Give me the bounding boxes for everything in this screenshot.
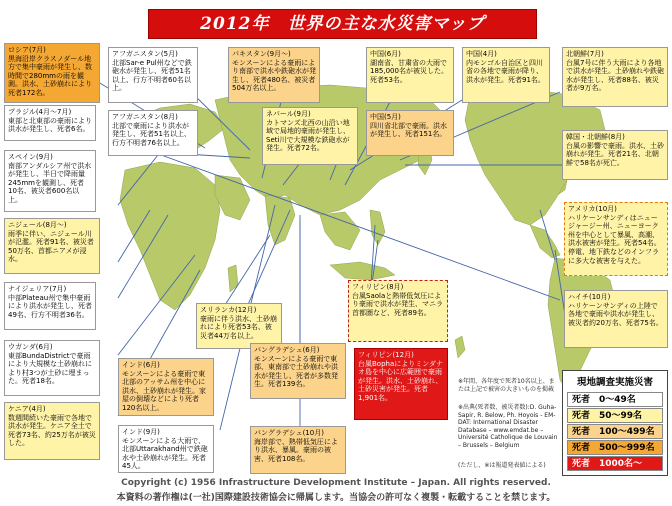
arabia [215, 175, 250, 220]
box-uganda: ウガンダ(6月) 東部BundaDistrictで豪雨により大規模な土砂崩れにより村3つが土砂に埋まった。死者18名。 [4, 340, 100, 396]
legend-row-100-499: 死者 100〜499名 [567, 424, 663, 439]
legend [562, 370, 668, 476]
copyright: Copyright (c) 1956 Infrastructure Development Institute – Japan. All rights reserved. [121, 478, 551, 488]
box-bangladesh-oct: バングラデシュ(10月) 海岸部で、熱帯低気圧により洪水、暴風。豪雨の被害、死者108名。 [250, 426, 346, 474]
box-afghanistan-aug: アフガニスタン(8月) 北部で豪雨により洪水が発生し、死者51名以上、行方不明者76名以上。 [108, 110, 198, 156]
box-china-jun: 中国(6月) 湖南省、甘粛省の大雨で185,000名が被災した。死者53名。 [366, 47, 454, 103]
note-criteria: ※年間、各年度で死者10名以上、または上記で被害の大きいものを掲載 [458, 378, 555, 393]
box-usa-sandy: アメリカ(10月) ハリケーンサンディはニュージャージー州、ニューヨーク州を中心として暴風、高潮、洪水被害が発生。死者54名。停電、地下鉄などのインフラに多大な被害を与えた。 [564, 202, 668, 276]
legend-title: 現地調査実施災害 [576, 377, 653, 388]
new-zealand [455, 336, 465, 358]
legend-row-500-999: 死者 500〜999名 [567, 440, 663, 455]
box-korea-north-korea: 韓国・北朝鮮(8月) 台風の影響で豪雨。洪水、土砂崩れが発生。死者21名、北朝鮮で58名が死亡。 [562, 130, 668, 180]
page-title: 2012年 世界の主な水災害マップ [148, 9, 537, 39]
southeast-asia [320, 212, 360, 250]
box-afghanistan-may: アフガニスタン(5月) 北部Sar-e Pul州などで鉄砲水が発生し、死者51名以上、行方不明者60名以上。 [108, 47, 198, 103]
note-source: ※出典(死者数、被災者数):D. Guha-Sapir, R. Below, Ph. Hoyois - EM-DAT: International Disaster Database – www.emdat.be – Université Catholique de Louvain – Brussels – Belgium [458, 404, 558, 449]
box-philippines-dec: フィリピン(12月) 台風Bophaによりミンダナオ島を中心に広範囲で豪雨が発生。洪水、土砂崩れ、土砂災害が発生。死者1,901名。 [354, 348, 448, 420]
box-spain: スペイン(9月) 南部アンダルシア州で洪水が発生し、半日で降雨量245mmを観測し、死者10名、被災者600名以上。 [4, 150, 96, 212]
box-russia: ロシア(7月) 黒海沿岸クラスノダール地方で集中豪雨が発生し、数時間で280mmの雨を観測。洪水、土砂崩れにより死者172名。 [4, 43, 100, 103]
copyright-notice: 本資料の著作権は(一社)国際建設技術協会に帰属します。当協会の許可なく複製・転載することを禁じます。 [116, 493, 556, 503]
box-north-korea: 北朝鮮(7月) 台風7号に伴う大雨により各地で洪水が発生。土砂崩れや鉄砲水が発生し、死者88名、被災者が9万名。 [562, 47, 668, 107]
philippines [370, 210, 385, 245]
box-bangladesh-jun: バングラデシュ(6月) モンスーンによる豪雨で東部、東南部で土砂崩れや洪水が発生し、死者が多数発生。死者139名。 [250, 343, 346, 399]
box-philippines-aug: フィリピン(8月) 台風Saolaと熱帯低気圧により豪雨で洪水が発生、マニラ首都圏など、死者89名。 [348, 280, 448, 342]
box-china-may: 中国(5月) 四川省北部で豪雨。洪水が発生し、死者151名。 [366, 110, 454, 156]
box-brazil: ブラジル(4月〜7月) 東部と北東部の豪雨により洪水が発生し、死者6名。 [4, 105, 96, 141]
box-haiti: ハイチ(10月) ハリケーンサンディの上陸で各地で豪雨や洪水が発生し、被災者約20万名、死者75名。 [564, 290, 668, 348]
box-nepal: ネパール(9月) カトマンズ北西の山沿い地域で局地的豪雨が発生し、Seti川で大規模な鉄砲水が発生。死者72名。 [262, 107, 358, 165]
box-china-apr: 中国(4月) 内モンゴル自治区と四川省の各地で豪雨が降り、洪水が発生。死者91名。 [462, 47, 550, 103]
box-niger: ニジェール(8月〜) 雨季に伴い、ニジェール川が氾濫。死者91名、被災者50万名、首都ニアメが浸水。 [4, 218, 100, 274]
box-india-sep: インド(9月) モンスーンによる大雨で、北部Uttarakhand州で鉄砲水や土砂崩れが発生。死者45人。 [118, 425, 214, 473]
note-press: (ただし、※は報道発表値による) [458, 462, 546, 469]
legend-row-50-99: 死者 50〜99名 [567, 408, 663, 423]
box-india-jun: インド(6月) モンスーンによる豪雨で東北部のアッサム州を中心に洪水、土砂崩れが発生。家屋の倒壊などにより死者120名以上。 [118, 358, 214, 416]
legend-row-1000-plus: 死者 1000名〜 [567, 456, 663, 471]
indonesia [330, 262, 395, 280]
box-pakistan: パキスタン(9月〜) モンスーンによる豪雨により南部で洪水や鉄砲水が発生し、死者480名、被災者504万名以上。 [228, 47, 320, 103]
legend-row-0-49: 死者 0〜49名 [567, 392, 663, 407]
box-nigeria: ナイジェリア(7月) 中部Plateau州で集中豪雨により洪水が発生し、死者49名、行方不明者36名。 [4, 282, 96, 330]
india [265, 195, 295, 245]
box-sri-lanka: スリランカ(12月) 豪雨に伴う洪水、土砂崩れにより死者53名、被災者44万名以上。 [196, 303, 282, 349]
madagascar [228, 265, 238, 292]
box-kenya: ケニア(4月) 数週間続いた豪雨で各地で洪水が発生。ケニア全土で死者73名、約25万名が被災した。 [4, 402, 100, 460]
